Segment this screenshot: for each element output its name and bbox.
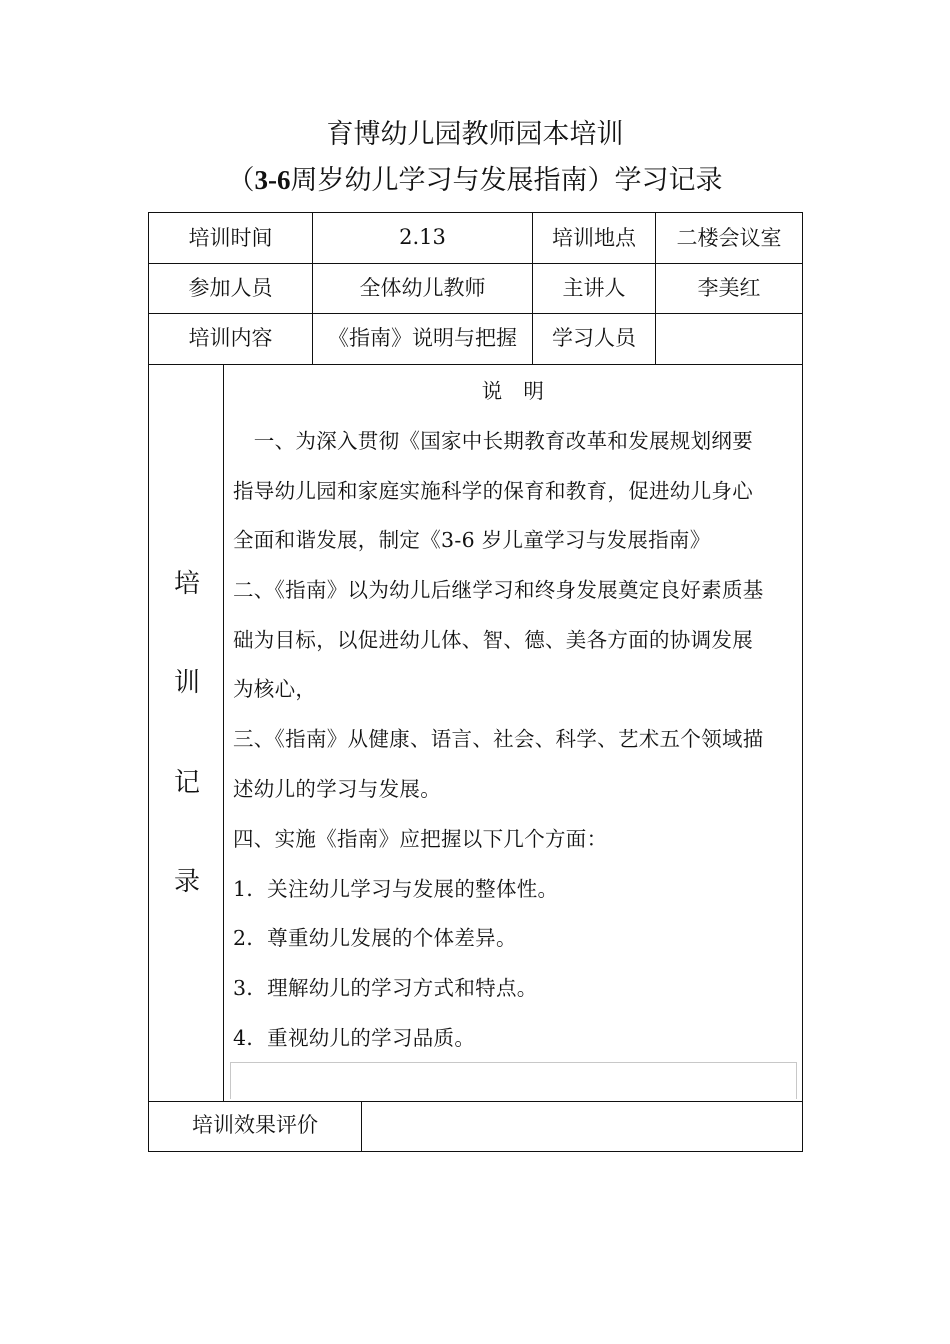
speaker-value: 李美红 [697,275,761,300]
record-line: 2．尊重幼儿发展的个体差异。 [233,926,517,950]
participants-label: 参加人员 [188,275,273,300]
record-line: 四、实施《指南》应把握以下几个方面： [233,827,608,851]
record-inner-box [230,1062,797,1099]
content-label: 培训内容 [188,326,273,350]
learners-value [656,314,802,360]
document-title: 育博幼儿园教师园本培训 [326,119,624,150]
record-line: 4．重视幼儿的学习品质。 [233,1026,476,1050]
record-side-label-char: 记 [173,768,200,798]
learners-label: 学习人员 [552,326,636,350]
content-value: 《指南》说明与把握 [328,326,517,350]
speaker-label: 主讲人 [562,275,626,300]
record-line: 三、《指南》从健康、语言、社会、科学、艺术五个领域描 [233,727,764,751]
training-place-value: 二楼会议室 [676,226,782,250]
record-heading: 说 明 [481,379,545,403]
record-line: 础为目标，以促进幼儿体、智、德、美各方面的协调发展 [233,628,753,652]
record-line: 二、《指南》以为幼儿后继学习和终身发展奠定良好素质基 [233,578,764,602]
record-line: 全面和谐发展，制定《3-6 岁儿童学习与发展指南》 [233,528,711,552]
document-subtitle: （3-6周岁幼儿学习与发展指南）学习记录 [227,165,723,196]
record-side-label-char: 训 [173,668,200,698]
training-time-value: 2.13 [399,225,446,249]
record-side-label-char: 培 [173,569,200,599]
training-place-label: 培训地点 [552,226,636,250]
record-line: 述幼儿的学习与发展。 [233,777,441,801]
participants-value: 全体幼儿教师 [359,275,486,300]
evaluation-label: 培训效果评价 [192,1113,318,1137]
record-line: 1．关注幼儿学习与发展的整体性。 [233,877,559,901]
record-side-label-char: 录 [173,867,200,897]
record-line: 为核心， [233,677,317,701]
record-line: 3．理解幼儿的学习方式和特点。 [233,976,538,1000]
training-time-label: 培训时间 [188,226,273,250]
record-line: 指导幼儿园和家庭实施科学的保育和教育，促进幼儿身心 [233,479,753,503]
evaluation-value [362,1102,802,1146]
record-line: 一、为深入贯彻《国家中长期教育改革和发展规划纲要 [233,429,753,453]
